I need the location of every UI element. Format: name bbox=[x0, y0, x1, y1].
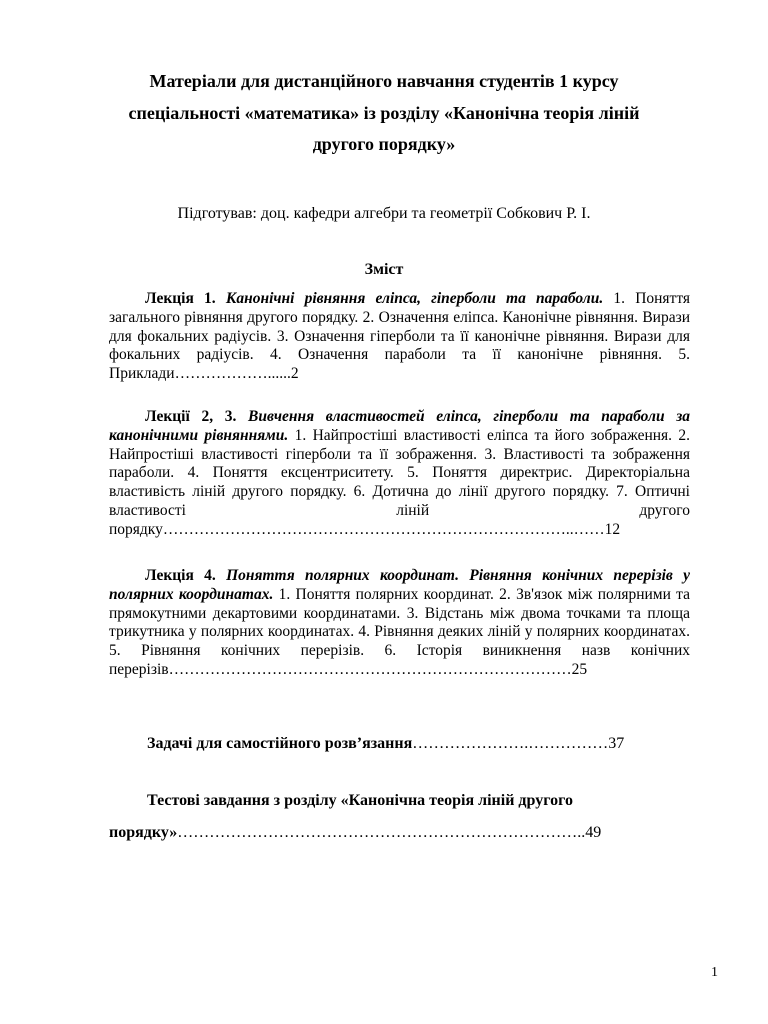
entry-contents: 1. Поняття загального рівняння другого порядку. 2. Означення еліпса. Канонічне рівняння. Вирази для фокальних радіусів. 3. Означення гіперболи та її канонічне рівняння. Вирази для фокальних радіусів. 4. Означення параболи та її канонічне рівняння. 5. Приклади………………......2 bbox=[109, 290, 691, 383]
toc-entry-tests-line-2 bbox=[109, 822, 601, 844]
entry-lead: Лекція 4. bbox=[145, 567, 216, 584]
entry-lead: Лекції 2, 3. bbox=[145, 408, 237, 425]
author-line: Підготував: доц. кафедри алгебри та геометрії Собкович Р. І. bbox=[177, 205, 591, 222]
toc-entry-tests-line-1: Тестові завдання з розділу «Канонічна теорія ліній другого bbox=[147, 792, 573, 809]
toc-entry-lectures-2-3 bbox=[109, 408, 690, 540]
entry-lead: Лекція 1. bbox=[145, 290, 216, 307]
entry-topic: Вивчення властивостей еліпса, гіперболи та параболи за канонічними рівняннями. bbox=[109, 408, 691, 444]
tests-page-leader: …………………………………………………………………..49 bbox=[177, 824, 602, 841]
tests-label-end: порядку» bbox=[109, 824, 178, 841]
entry-contents: 1. Поняття полярних координат. 2. Зв'язок між полярними та прямокутними декартовими координатами. 3. Відстань між двома точками та площа трикутника у полярних координатах. 4. Рівняння деяких ліній у полярних координатах. 5. Рівняння конічних перерізів. 6. Історія виникнення назв конічних перерізів……………………………………………………………………25 bbox=[109, 585, 691, 678]
document-title: Матеріали для дистанційного навчання студентів 1 курсу спеціальності «математика» із розділу «Канонічна теорія ліній другого порядку» bbox=[128, 71, 640, 154]
entry-topic: Поняття полярних координат. Рівняння конічних перерізів у полярних координатах. bbox=[109, 567, 690, 603]
entry-contents: 1. Найпростіші властивості еліпса та його зображення. 2. Найпростіші властивості гіперболи та її зображення. 3. Властивості та зображення параболи. 4. Поняття ексцентриситету. 5. Поняття директрис. Директоріальна властивість ліній другого порядку. 6. Дотична до лінії другого порядку. 7. Оптичні властивості ліній другого порядку……………………………………………………………………..……12 bbox=[109, 426, 691, 538]
toc-entry-tasks bbox=[147, 733, 624, 755]
toc-entry-lecture-1 bbox=[109, 290, 690, 384]
toc-entry-lecture-4 bbox=[109, 567, 690, 680]
toc-heading: Зміст bbox=[364, 261, 404, 278]
entry-topic: Канонічні рівняння еліпса, гіперболи та параболи. bbox=[225, 290, 604, 307]
page-number: 1 bbox=[711, 965, 718, 980]
tasks-label: Задачі для самостійного розв’язання bbox=[147, 735, 413, 752]
tasks-page-leader: ………………….……………37 bbox=[412, 735, 625, 752]
